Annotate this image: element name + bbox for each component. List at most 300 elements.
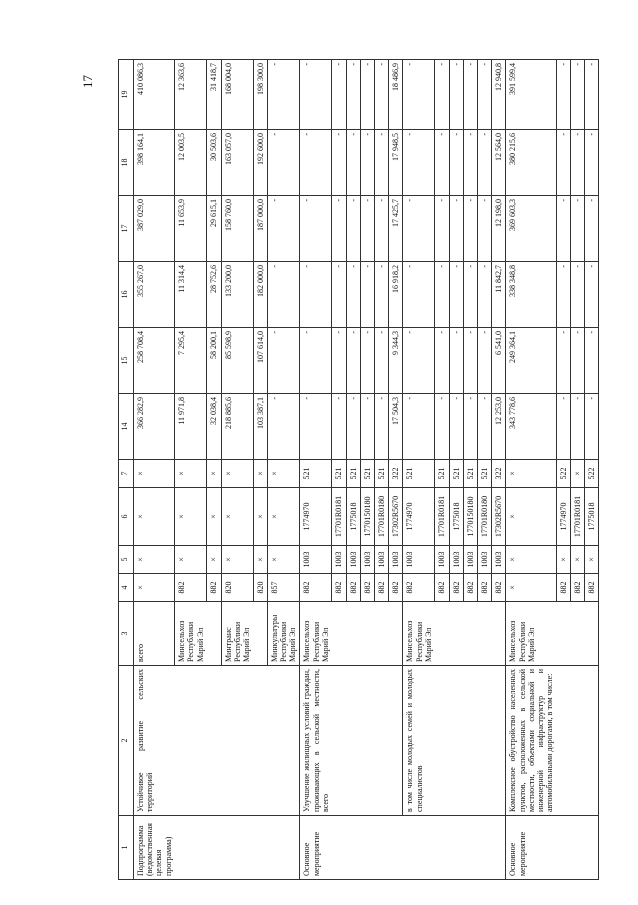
- cell-c18: 380 215,6: [506, 130, 556, 196]
- cell-c15: -: [435, 328, 449, 394]
- cell-c6: 17302R5670: [389, 488, 403, 546]
- cell-c17: 29 615,1: [207, 196, 221, 262]
- table-row: [332, 60, 346, 880]
- cell-c16: -: [585, 262, 599, 328]
- cell-c1: [435, 816, 449, 880]
- cell-c4: ×: [506, 574, 556, 602]
- cell-c7: 521: [449, 460, 463, 488]
- cell-c14: -: [570, 394, 584, 460]
- cell-c5: 1003: [360, 546, 374, 574]
- cell-c2: [175, 666, 207, 816]
- cell-c4: 882: [477, 574, 491, 602]
- cell-c17: -: [360, 196, 374, 262]
- cell-c16: -: [435, 262, 449, 328]
- cell-c4: 882: [463, 574, 477, 602]
- cell-c14: -: [360, 394, 374, 460]
- cell-c6: ×: [506, 488, 556, 546]
- cell-c16: -: [346, 262, 360, 328]
- cell-c7: ×: [570, 460, 584, 488]
- budget-table: [118, 59, 599, 880]
- table-row: [221, 60, 253, 880]
- cell-c17: -: [585, 196, 599, 262]
- cell-c19: -: [570, 60, 584, 130]
- cell-c3: [556, 602, 570, 666]
- cell-c1: [449, 816, 463, 880]
- cell-c17: 387 029,0: [134, 196, 175, 262]
- cell-c17: -: [570, 196, 584, 262]
- cell-c16: -: [449, 262, 463, 328]
- cell-c18: -: [403, 130, 435, 196]
- header-cell: 14: [119, 394, 134, 460]
- table-row: [435, 60, 449, 880]
- cell-c19: -: [585, 60, 599, 130]
- cell-c2: [492, 666, 506, 816]
- table-row: [477, 60, 491, 880]
- cell-c3: [207, 602, 221, 666]
- cell-c1: [267, 816, 300, 880]
- cell-c19: 12 363,6: [175, 60, 207, 130]
- cell-c14: -: [463, 394, 477, 460]
- cell-c2: [556, 666, 570, 816]
- cell-c14: -: [449, 394, 463, 460]
- cell-c16: 355 267,0: [134, 262, 175, 328]
- cell-c19: 12 940,8: [492, 60, 506, 130]
- cell-c6: 17302R5670: [492, 488, 506, 546]
- cell-c2: [389, 666, 403, 816]
- cell-c4: 882: [435, 574, 449, 602]
- cell-c17: -: [556, 196, 570, 262]
- cell-c19: 410 086,3: [134, 60, 175, 130]
- cell-c19: -: [477, 60, 491, 130]
- cell-c18: 12 564,0: [492, 130, 506, 196]
- table-row: [374, 60, 388, 880]
- cell-c14: -: [435, 394, 449, 460]
- cell-c14: -: [477, 394, 491, 460]
- cell-c16: 182 000,0: [253, 262, 267, 328]
- cell-c3: [463, 602, 477, 666]
- cell-c5: ×: [134, 546, 175, 574]
- cell-c17: 158 760,0: [221, 196, 253, 262]
- cell-c6: 17701R0181: [570, 488, 584, 546]
- cell-c14: 218 885,6: [221, 394, 253, 460]
- table-row: [175, 60, 207, 880]
- cell-c5: ×: [585, 546, 599, 574]
- cell-c3: Минкультуры Республики Марий Эл: [267, 602, 300, 666]
- cell-c6: ×: [253, 488, 267, 546]
- cell-c5: 1003: [492, 546, 506, 574]
- cell-c5: ×: [570, 546, 584, 574]
- cell-c4: 882: [175, 574, 207, 602]
- header-cell: 6: [119, 488, 134, 546]
- cell-c16: -: [300, 262, 332, 328]
- cell-c7: ×: [506, 460, 556, 488]
- cell-c15: -: [346, 328, 360, 394]
- cell-c18: -: [570, 130, 584, 196]
- cell-c2: [332, 666, 346, 816]
- cell-c16: 16 918,2: [389, 262, 403, 328]
- cell-c1: [389, 816, 403, 880]
- cell-c15: -: [449, 328, 463, 394]
- cell-c6: 17701R0180: [477, 488, 491, 546]
- cell-c6: 1774970: [403, 488, 435, 546]
- header-cell: 3: [119, 602, 134, 666]
- cell-c14: -: [374, 394, 388, 460]
- cell-c6: 1770150180: [463, 488, 477, 546]
- cell-c14: -: [267, 394, 300, 460]
- cell-c19: 168 004,0: [221, 60, 253, 130]
- cell-c19: 391 599,4: [506, 60, 556, 130]
- cell-c6: ×: [207, 488, 221, 546]
- cell-c3: [585, 602, 599, 666]
- cell-c4: 857: [267, 574, 300, 602]
- cell-c3: [374, 602, 388, 666]
- cell-c16: 28 752,6: [207, 262, 221, 328]
- cell-c15: -: [556, 328, 570, 394]
- cell-c4: 882: [492, 574, 506, 602]
- cell-c16: -: [403, 262, 435, 328]
- table-row: [346, 60, 360, 880]
- cell-c16: -: [463, 262, 477, 328]
- cell-c7: 521: [463, 460, 477, 488]
- cell-c15: -: [300, 328, 332, 394]
- cell-c14: -: [332, 394, 346, 460]
- cell-c1: [207, 816, 221, 880]
- header-cell: 15: [119, 328, 134, 394]
- cell-c14: -: [346, 394, 360, 460]
- cell-c7: ×: [267, 460, 300, 488]
- cell-c14: 103 387,1: [253, 394, 267, 460]
- table-row: [300, 60, 332, 880]
- cell-c1: [332, 816, 346, 880]
- cell-c18: -: [360, 130, 374, 196]
- cell-c5: ×: [556, 546, 570, 574]
- cell-c7: 521: [332, 460, 346, 488]
- cell-c5: ×: [175, 546, 207, 574]
- cell-c16: -: [477, 262, 491, 328]
- cell-c5: ×: [506, 546, 556, 574]
- cell-c15: 7 295,4: [175, 328, 207, 394]
- cell-c16: -: [556, 262, 570, 328]
- cell-c2: в том числе молодых семей и молодых специалистов: [403, 666, 435, 816]
- cell-c6: ×: [221, 488, 253, 546]
- cell-c19: -: [267, 60, 300, 130]
- cell-c5: 1003: [389, 546, 403, 574]
- cell-c7: 322: [492, 460, 506, 488]
- cell-c18: 30 503,6: [207, 130, 221, 196]
- cell-c15: 58 200,1: [207, 328, 221, 394]
- cell-c19: -: [300, 60, 332, 130]
- cell-c7: 521: [300, 460, 332, 488]
- cell-c18: -: [477, 130, 491, 196]
- cell-c1: [463, 816, 477, 880]
- cell-c17: 187 000,0: [253, 196, 267, 262]
- cell-c17: -: [435, 196, 449, 262]
- cell-c15: 249 364,1: [506, 328, 556, 394]
- cell-c3: [435, 602, 449, 666]
- cell-c15: 9 344,3: [389, 328, 403, 394]
- table-body: [134, 60, 599, 880]
- cell-c3: Минсельхоз Республики Марий Эл: [300, 602, 332, 666]
- cell-c18: 12 003,5: [175, 130, 207, 196]
- cell-c15: 6 541,0: [492, 328, 506, 394]
- cell-c18: -: [463, 130, 477, 196]
- cell-c5: 1003: [463, 546, 477, 574]
- cell-c2: [346, 666, 360, 816]
- cell-c4: 882: [449, 574, 463, 602]
- header-cell: 16: [119, 262, 134, 328]
- cell-c3: [360, 602, 374, 666]
- table-row: [207, 60, 221, 880]
- cell-c5: ×: [221, 546, 253, 574]
- cell-c3: [389, 602, 403, 666]
- cell-c14: -: [300, 394, 332, 460]
- cell-c4: 882: [374, 574, 388, 602]
- cell-c18: 398 164,1: [134, 130, 175, 196]
- cell-c6: 17701R0181: [435, 488, 449, 546]
- cell-c7: ×: [221, 460, 253, 488]
- cell-c1: [175, 816, 207, 880]
- cell-c18: -: [556, 130, 570, 196]
- header-cell: 19: [119, 60, 134, 130]
- table-row: [134, 60, 175, 880]
- cell-c2: Комплексное обустройство населенных пунктов, расположенных в сельской местности, объектами социальной и инженерной инфраструктур и автомобильными дорогами, в том числе:: [506, 666, 556, 816]
- cell-c1: Подпрограмма (ведомственная целевая программа): [134, 816, 175, 880]
- cell-c17: -: [374, 196, 388, 262]
- table-row: [492, 60, 506, 880]
- header-cell: 7: [119, 460, 134, 488]
- table-row: [449, 60, 463, 880]
- cell-c18: -: [585, 130, 599, 196]
- cell-c7: ×: [134, 460, 175, 488]
- cell-c1: [360, 816, 374, 880]
- header-cell: 4: [119, 574, 134, 602]
- cell-c2: [463, 666, 477, 816]
- cell-c3: Минсельхоз Республики Марий Эл: [403, 602, 435, 666]
- cell-c7: 521: [360, 460, 374, 488]
- table-row: [506, 60, 556, 880]
- cell-c5: ×: [253, 546, 267, 574]
- cell-c4: 882: [207, 574, 221, 602]
- cell-c19: -: [463, 60, 477, 130]
- cell-c15: -: [403, 328, 435, 394]
- table-row: [389, 60, 403, 880]
- cell-c17: -: [332, 196, 346, 262]
- cell-c19: -: [449, 60, 463, 130]
- cell-c19: -: [403, 60, 435, 130]
- cell-c4: 882: [389, 574, 403, 602]
- cell-c17: -: [463, 196, 477, 262]
- cell-c14: 12 253,0: [492, 394, 506, 460]
- cell-c4: 820: [253, 574, 267, 602]
- cell-c2: [253, 666, 267, 816]
- rotated-table-container: [118, 60, 597, 880]
- cell-c1: [403, 816, 435, 880]
- cell-c7: ×: [207, 460, 221, 488]
- cell-c6: ×: [134, 488, 175, 546]
- cell-c4: 882: [556, 574, 570, 602]
- cell-c16: -: [332, 262, 346, 328]
- cell-c6: ×: [267, 488, 300, 546]
- cell-c1: Основное мероприятие: [506, 816, 556, 880]
- cell-c15: -: [332, 328, 346, 394]
- cell-c15: -: [463, 328, 477, 394]
- cell-c4: 882: [570, 574, 584, 602]
- cell-c14: -: [556, 394, 570, 460]
- cell-c14: -: [403, 394, 435, 460]
- cell-c7: 521: [403, 460, 435, 488]
- cell-c18: -: [374, 130, 388, 196]
- cell-c2: [267, 666, 300, 816]
- cell-c18: -: [332, 130, 346, 196]
- cell-c2: [477, 666, 491, 816]
- cell-c19: -: [556, 60, 570, 130]
- cell-c2: Устойчивое развитие сельских территорий: [134, 666, 175, 816]
- table-row: [570, 60, 584, 880]
- cell-c19: -: [346, 60, 360, 130]
- cell-c2: Улучшение жилищных условий граждан, проживающих в сельской местности, всего: [300, 666, 332, 816]
- cell-c19: -: [332, 60, 346, 130]
- cell-c19: 18 486,9: [389, 60, 403, 130]
- cell-c14: 11 971,8: [175, 394, 207, 460]
- cell-c19: -: [435, 60, 449, 130]
- cell-c7: 522: [585, 460, 599, 488]
- cell-c1: [253, 816, 267, 880]
- cell-c19: -: [374, 60, 388, 130]
- cell-c18: -: [300, 130, 332, 196]
- cell-c15: 107 614,0: [253, 328, 267, 394]
- cell-c17: -: [267, 196, 300, 262]
- cell-c3: [492, 602, 506, 666]
- cell-c3: [570, 602, 584, 666]
- cell-c15: -: [570, 328, 584, 394]
- cell-c15: -: [374, 328, 388, 394]
- cell-c6: 1770150180: [360, 488, 374, 546]
- cell-c16: -: [267, 262, 300, 328]
- cell-c5: 1003: [332, 546, 346, 574]
- cell-c5: 1003: [477, 546, 491, 574]
- cell-c14: 32 038,4: [207, 394, 221, 460]
- cell-c2: [435, 666, 449, 816]
- cell-c15: 258 708,4: [134, 328, 175, 394]
- cell-c2: [221, 666, 253, 816]
- cell-c18: -: [449, 130, 463, 196]
- cell-c4: 882: [585, 574, 599, 602]
- cell-c1: Основное мероприятие: [300, 816, 332, 880]
- cell-c15: -: [267, 328, 300, 394]
- cell-c6: 1775018: [449, 488, 463, 546]
- cell-c5: 1003: [374, 546, 388, 574]
- cell-c1: [346, 816, 360, 880]
- cell-c16: -: [570, 262, 584, 328]
- cell-c7: 521: [435, 460, 449, 488]
- cell-c15: -: [585, 328, 599, 394]
- cell-c1: [570, 816, 584, 880]
- table-row: [585, 60, 599, 880]
- cell-c4: 820: [221, 574, 253, 602]
- cell-c19: 198 300,0: [253, 60, 267, 130]
- cell-c1: [221, 816, 253, 880]
- header-cell: 2: [119, 666, 134, 816]
- cell-c19: 31 418,7: [207, 60, 221, 130]
- cell-c1: [556, 816, 570, 880]
- cell-c5: 1003: [449, 546, 463, 574]
- cell-c1: [585, 816, 599, 880]
- cell-c3: [332, 602, 346, 666]
- cell-c18: 192 600,0: [253, 130, 267, 196]
- cell-c4: 882: [346, 574, 360, 602]
- cell-c14: 17 504,3: [389, 394, 403, 460]
- cell-c18: -: [267, 130, 300, 196]
- cell-c4: ×: [134, 574, 175, 602]
- cell-c7: 522: [556, 460, 570, 488]
- table-row: [403, 60, 435, 880]
- cell-c17: -: [477, 196, 491, 262]
- header-cell: 17: [119, 196, 134, 262]
- cell-c19: -: [360, 60, 374, 130]
- table-row: [253, 60, 267, 880]
- cell-c18: 163 057,0: [221, 130, 253, 196]
- cell-c4: 882: [403, 574, 435, 602]
- cell-c15: -: [360, 328, 374, 394]
- cell-c17: 369 603,3: [506, 196, 556, 262]
- cell-c14: 366 282,9: [134, 394, 175, 460]
- cell-c16: 133 200,0: [221, 262, 253, 328]
- cell-c6: 1774970: [300, 488, 332, 546]
- cell-c3: [477, 602, 491, 666]
- cell-c5: 1003: [346, 546, 360, 574]
- cell-c4: 882: [300, 574, 332, 602]
- header-cell: 18: [119, 130, 134, 196]
- cell-c1: [492, 816, 506, 880]
- table-row: [267, 60, 300, 880]
- cell-c14: -: [585, 394, 599, 460]
- header-row: [119, 60, 134, 880]
- table-row: [360, 60, 374, 880]
- cell-c1: [374, 816, 388, 880]
- cell-c7: 521: [374, 460, 388, 488]
- cell-c2: [360, 666, 374, 816]
- cell-c17: 17 425,7: [389, 196, 403, 262]
- cell-c5: ×: [267, 546, 300, 574]
- cell-c6: 1774970: [556, 488, 570, 546]
- cell-c16: -: [374, 262, 388, 328]
- cell-c3: [253, 602, 267, 666]
- cell-c16: 338 348,8: [506, 262, 556, 328]
- cell-c17: 11 653,9: [175, 196, 207, 262]
- cell-c5: ×: [207, 546, 221, 574]
- cell-c17: 12 198,0: [492, 196, 506, 262]
- header-cell: 5: [119, 546, 134, 574]
- cell-c14: 343 778,6: [506, 394, 556, 460]
- cell-c16: 11 842,7: [492, 262, 506, 328]
- table-row: [463, 60, 477, 880]
- cell-c2: [374, 666, 388, 816]
- page-number: 17: [80, 75, 95, 88]
- cell-c3: Минсельхоз Республики Марий Эл: [506, 602, 556, 666]
- cell-c3: Минтранс Республики Марий Эл: [221, 602, 253, 666]
- cell-c4: 882: [360, 574, 374, 602]
- cell-c5: 1003: [300, 546, 332, 574]
- cell-c16: -: [360, 262, 374, 328]
- cell-c6: 17701R0181: [332, 488, 346, 546]
- cell-c6: 1775018: [346, 488, 360, 546]
- cell-c6: ×: [175, 488, 207, 546]
- cell-c5: 1003: [403, 546, 435, 574]
- cell-c18: -: [435, 130, 449, 196]
- cell-c15: -: [477, 328, 491, 394]
- cell-c2: [449, 666, 463, 816]
- cell-c7: ×: [175, 460, 207, 488]
